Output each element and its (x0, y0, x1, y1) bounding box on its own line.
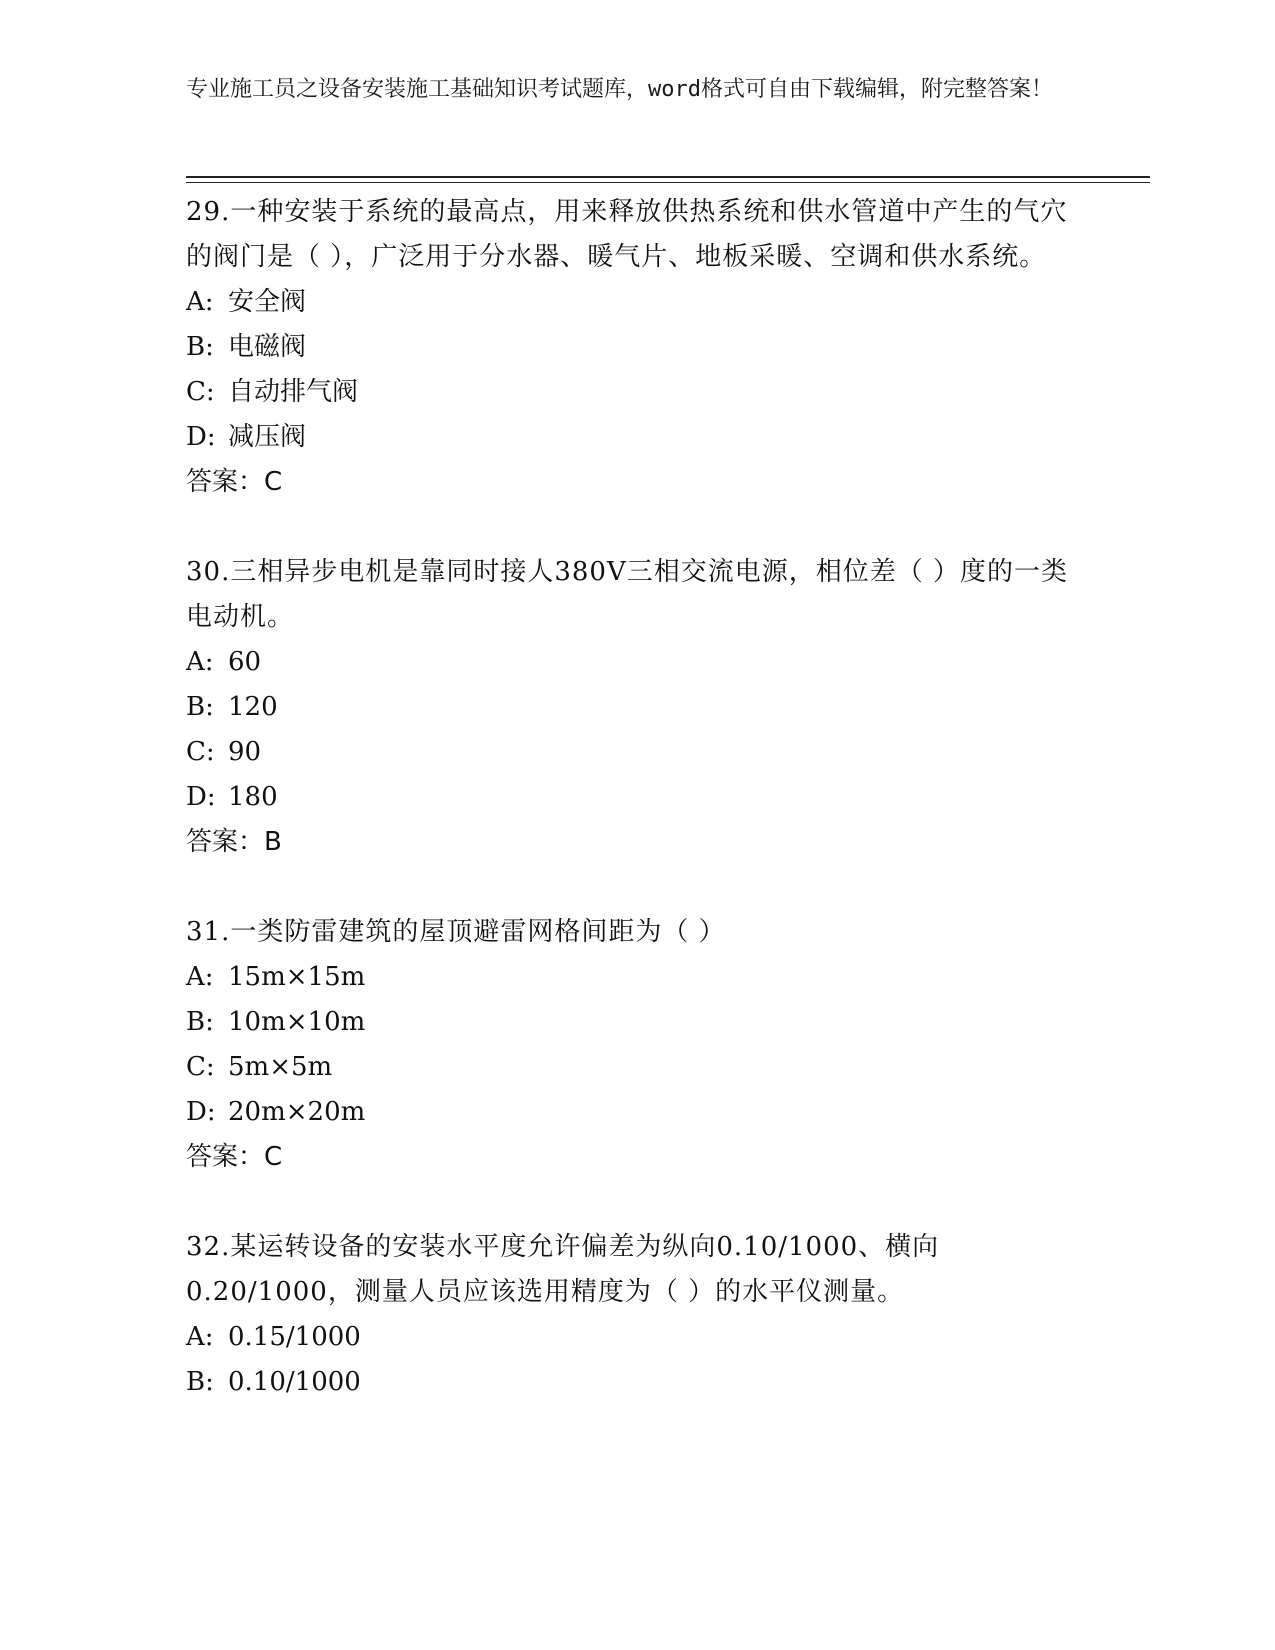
header-rule-thin (186, 182, 1150, 183)
option-text: 20m×20m (228, 1097, 366, 1127)
option-text: 180 (228, 782, 278, 812)
question-text: 29.一种安装于系统的最高点，用来释放供热系统和供水管道中产生的气穴的阀门是（ ），广泛用于分水器、暖气片、地板采暖、空调和供水系统。 (186, 197, 1068, 272)
option-label: C: (186, 1052, 215, 1082)
question-spacer (186, 505, 1086, 550)
question-spacer (186, 1180, 1086, 1225)
option-label: B: (186, 1367, 214, 1397)
document-header: 专业施工员之设备安装施工基础知识考试题库，word格式可自由下载编辑，附完整答案！ (186, 77, 1053, 102)
question-32 (186, 1225, 1086, 1405)
header-rule-thick (186, 176, 1150, 178)
option-a (186, 640, 1086, 685)
option-text: 自动排气阀 (228, 377, 359, 407)
option-a (186, 955, 1086, 1000)
option-label: D: (186, 422, 216, 452)
option-a (186, 1315, 1086, 1360)
question-30 (186, 550, 1086, 865)
option-b (186, 1360, 1086, 1405)
question-list (186, 190, 1086, 1405)
option-text: 5m×5m (228, 1052, 333, 1082)
answer-line: 答案：B (186, 827, 282, 857)
option-d (186, 415, 1086, 460)
option-label: A: (186, 962, 214, 992)
answer-line: 答案：C (186, 467, 283, 497)
option-d (186, 1090, 1086, 1135)
option-label: D: (186, 1097, 216, 1127)
option-b (186, 1000, 1086, 1045)
option-c (186, 730, 1086, 775)
option-label: A: (186, 1322, 214, 1352)
option-label: B: (186, 692, 214, 722)
option-d (186, 775, 1086, 820)
option-text: 0.15/1000 (228, 1322, 361, 1352)
question-31 (186, 910, 1086, 1180)
option-text: 0.10/1000 (228, 1367, 361, 1397)
option-c (186, 370, 1086, 415)
option-label: B: (186, 1007, 214, 1037)
answer-line: 答案：C (186, 1142, 283, 1172)
option-a (186, 280, 1086, 325)
option-label: B: (186, 332, 214, 362)
option-text: 60 (228, 647, 262, 677)
option-label: A: (186, 647, 214, 677)
option-text: 电磁阀 (228, 332, 307, 362)
option-text: 15m×15m (228, 962, 366, 992)
option-b (186, 325, 1086, 370)
option-b (186, 685, 1086, 730)
option-label: A: (186, 287, 214, 317)
option-c (186, 1045, 1086, 1090)
option-text: 120 (228, 692, 278, 722)
question-text: 30.三相异步电机是靠同时接人380V三相交流电源，相位差（ ）度的一类电动机。 (186, 557, 1069, 632)
option-text: 10m×10m (228, 1007, 366, 1037)
option-text: 减压阀 (228, 422, 307, 452)
option-label: C: (186, 377, 215, 407)
question-text: 32.某运转设备的安装水平度允许偏差为纵向0.10/1000、横向0.20/1000，测量人员应该选用精度为（ ）的水平仪测量。 (186, 1232, 940, 1307)
question-text: 31.一类防雷建筑的屋顶避雷网格间距为（ ） (186, 917, 726, 947)
question-spacer (186, 865, 1086, 910)
question-29 (186, 190, 1086, 505)
option-label: C: (186, 737, 215, 767)
option-text: 90 (228, 737, 262, 767)
option-text: 安全阀 (228, 287, 307, 317)
option-label: D: (186, 782, 216, 812)
